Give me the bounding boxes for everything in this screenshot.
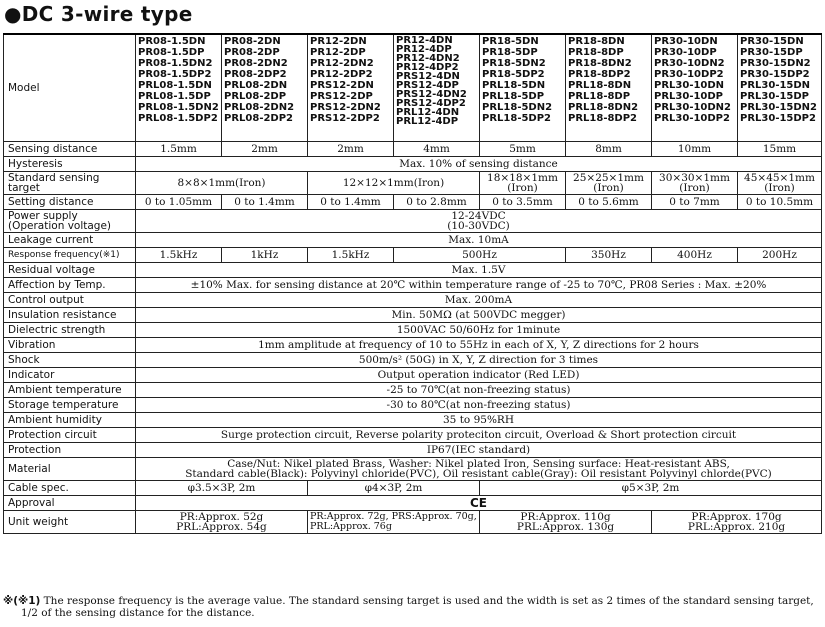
label-storage-temp: Storage temperature <box>4 398 136 413</box>
weight-line: PRL:Approx. 210g <box>687 521 786 533</box>
sensing-distance-value: 1.5mm <box>136 142 222 157</box>
footnote-mark: ※(※1) <box>3 595 41 607</box>
model-name: PRS12-2DP <box>310 91 373 102</box>
model-name: PRL30-15DN <box>740 80 811 91</box>
model-name: PRL08-2DN <box>224 80 288 91</box>
target-material: (Iron) <box>764 182 795 194</box>
model-name: PR12-4DN2 <box>396 53 460 64</box>
power-supply-range: 12-24VDC <box>451 210 506 222</box>
weight-line: PR:Approx. 170g <box>691 511 782 523</box>
label-unit-weight: Unit weight <box>4 511 136 534</box>
setting-distance-value: 0 to 5.6mm <box>566 195 652 210</box>
weight-line: PR:Approx. 52g <box>179 511 264 523</box>
response-value: 1kHz <box>222 248 308 263</box>
cable-value: φ5×3P, 2m <box>480 481 822 496</box>
footnote-text: 1/2 of the sensing distance for the distance. <box>21 607 255 619</box>
protection-circuit-value: Surge protection circuit, Reverse polarity proteciton circuit, Overload & Short protection circuit <box>136 428 822 443</box>
setting-distance-value: 0 to 2.8mm <box>394 195 480 210</box>
hysteresis-value: Max. 10% of sensing distance <box>136 157 822 172</box>
row-insulation <box>4 308 822 323</box>
row-power-supply <box>4 210 822 233</box>
row-affection <box>4 278 822 293</box>
model-name: PRL08-2DN2 <box>224 102 295 113</box>
response-value: 400Hz <box>652 248 738 263</box>
ambient-temp-value: -25 to 70℃(at non-freezing status) <box>136 383 822 398</box>
row-vibration <box>4 338 822 353</box>
model-name: PRL18-8DP <box>568 91 631 102</box>
row-shock <box>4 353 822 368</box>
row-leakage <box>4 233 822 248</box>
row-control <box>4 293 822 308</box>
model-name: PR08-2DP <box>224 47 280 58</box>
model-name: PRS12-2DN <box>310 80 374 91</box>
weight-line: PRL:Approx. 54g <box>176 521 267 533</box>
cable-value: φ3.5×3P, 2m <box>136 481 308 496</box>
leakage-value: Max. 10mA <box>136 233 822 248</box>
model-name: PR30-10DN <box>654 36 718 47</box>
label-response: Response frequency(※1) <box>4 248 136 263</box>
model-name: PR12-2DN2 <box>310 58 374 69</box>
target-size: 30×30×1mm <box>659 172 730 184</box>
setting-distance-value: 0 to 3.5mm <box>480 195 566 210</box>
label-dielectric: Dielectric strength <box>4 323 136 338</box>
model-name: PRL08-2DP <box>224 91 287 102</box>
model-name: PRL08-2DP2 <box>224 113 294 124</box>
row-setting-distance <box>4 195 822 210</box>
model-name: PR30-15DN2 <box>740 58 811 69</box>
label-residual: Residual voltage <box>4 263 136 278</box>
model-name: PRL18-8DP2 <box>568 113 638 124</box>
label-protection-circuit: Protection circuit <box>4 428 136 443</box>
model-name: PRS12-4DN2 <box>396 89 467 100</box>
row-protection-circuit <box>4 428 822 443</box>
label-setting-distance: Setting distance <box>4 195 136 210</box>
model-name: PR18-8DP <box>568 47 624 58</box>
dielectric-value: 1500VAC 50/60Hz for 1minute <box>136 323 822 338</box>
label-affection: Affection by Temp. <box>4 278 136 293</box>
response-value: 1.5kHz <box>308 248 394 263</box>
model-name: PR08-2DN <box>224 36 281 47</box>
model-name: PR08-1.5DN <box>138 36 206 47</box>
model-name: PRL30-15DP2 <box>740 113 816 124</box>
model-name: PR18-8DN <box>568 36 625 47</box>
weight-value <box>480 511 652 534</box>
label-cable: Cable spec. <box>4 481 136 496</box>
weight-line: PRL:Approx. 76g <box>310 521 392 532</box>
storage-temp-value: -30 to 80℃(at non-freezing status) <box>136 398 822 413</box>
model-name: PR18-5DP2 <box>482 69 545 80</box>
label-indicator: Indicator <box>4 368 136 383</box>
model-name: PR08-2DN2 <box>224 58 288 69</box>
model-name: PRL18-5DP2 <box>482 113 552 124</box>
model-name: PRL30-10DP2 <box>654 113 730 124</box>
target-size: 18×18×1mm <box>487 172 558 184</box>
row-protection <box>4 443 822 458</box>
model-name: PRL08-1.5DP2 <box>138 113 218 124</box>
vibration-value: 1mm amplitude at frequency of 10 to 55Hz in each of X, Y, Z directions for 2 hours <box>136 338 822 353</box>
ambient-humidity-value: 35 to 95%RH <box>136 413 822 428</box>
sensing-distance-value: 2mm <box>222 142 308 157</box>
model-list <box>136 34 222 142</box>
model-name: PR18-8DN2 <box>568 58 632 69</box>
target-size: 25×25×1mm <box>573 172 644 184</box>
insulation-value: Min. 50MΩ (at 500VDC megger) <box>136 308 822 323</box>
model-name: PR30-10DN2 <box>654 58 725 69</box>
target-value <box>480 172 566 195</box>
model-name: PRS12-4DN <box>396 71 460 82</box>
row-material <box>4 458 822 481</box>
model-name: PRL18-5DP <box>482 91 545 102</box>
model-name: PRL30-10DN2 <box>654 102 732 113</box>
response-value: 1.5kHz <box>136 248 222 263</box>
model-name: PRL30-15DN2 <box>740 102 818 113</box>
row-hysteresis <box>4 157 822 172</box>
model-name: PR08-2DP2 <box>224 69 287 80</box>
model-name: PR18-5DP <box>482 47 538 58</box>
row-residual <box>4 263 822 278</box>
material-line: Standard cable(Black): Polyvinyl chloride(PVC), Oil resistant cable(Gray): Oil resistant Polyvinyl chlorde(PVC) <box>185 468 772 480</box>
footnote-line <box>3 595 821 607</box>
label-hysteresis: Hysteresis <box>4 157 136 172</box>
setting-distance-value: 0 to 1.05mm <box>136 195 222 210</box>
setting-distance-value: 0 to 1.4mm <box>222 195 308 210</box>
row-response <box>4 248 822 263</box>
model-name: PRS12-2DN2 <box>310 102 381 113</box>
protection-value: IP67(IEC standard) <box>136 443 822 458</box>
model-list <box>222 34 308 142</box>
model-name: PR08-1.5DN2 <box>138 58 213 69</box>
label-ambient-temp: Ambient temperature <box>4 383 136 398</box>
affection-value: ±10% Max. for sensing distance at 20℃ within temperature range of -25 to 70℃, PR08 Series : Max. ±20% <box>136 278 822 293</box>
label-ambient-humidity: Ambient humidity <box>4 413 136 428</box>
row-dielectric <box>4 323 822 338</box>
sensing-distance-value: 10mm <box>652 142 738 157</box>
model-name: PRL18-5DN <box>482 80 546 91</box>
model-name: PR18-5DN <box>482 36 539 47</box>
setting-distance-value: 0 to 1.4mm <box>308 195 394 210</box>
row-unit-weight <box>4 511 822 534</box>
row-ambient-temp <box>4 383 822 398</box>
model-name: PRL18-8DN <box>568 80 632 91</box>
row-cable <box>4 481 822 496</box>
shock-value: 500m/s² (50G) in X, Y, Z direction for 3 times <box>136 353 822 368</box>
label-material: Material <box>4 458 136 481</box>
model-list <box>308 34 394 142</box>
target-material: (Iron) <box>593 182 624 194</box>
weight-value <box>308 511 480 534</box>
cable-value: φ4×3P, 2m <box>308 481 480 496</box>
model-name: PR08-1.5DP2 <box>138 69 212 80</box>
weight-value <box>136 511 308 534</box>
model-name: PRL18-8DN2 <box>568 102 639 113</box>
response-value: 500Hz <box>394 248 566 263</box>
model-name: PRS12-4DP <box>396 80 459 91</box>
row-sensing-distance <box>4 142 822 157</box>
model-name: PRL08-1.5DN <box>138 80 212 91</box>
setting-distance-value: 0 to 10.5mm <box>738 195 822 210</box>
target-value <box>652 172 738 195</box>
model-name: PR12-4DP2 <box>396 62 459 73</box>
model-name: PR12-2DP <box>310 47 366 58</box>
model-list <box>566 34 652 142</box>
model-name: PR30-15DN <box>740 36 804 47</box>
sensing-distance-value: 2mm <box>308 142 394 157</box>
model-name: PRL30-15DP <box>740 91 810 102</box>
target-value: 8×8×1mm(Iron) <box>136 172 308 195</box>
row-approval <box>4 496 822 511</box>
row-ambient-humidity <box>4 413 822 428</box>
model-name: PR08-1.5DP <box>138 47 205 58</box>
weight-value <box>652 511 822 534</box>
control-value: Max. 200mA <box>136 293 822 308</box>
spec-table <box>3 33 822 534</box>
model-name: PR12-4DP <box>396 44 452 55</box>
model-list <box>738 34 822 142</box>
material-line: Case/Nut: Nikel plated Brass, Washer: Nikel plated Iron, Sensing surface: Heat-resistant ABS, <box>227 458 730 470</box>
weight-line: PR:Approx. 72g, PRS:Approx. 70g, <box>310 511 477 522</box>
target-value <box>738 172 822 195</box>
sensing-distance-value: 5mm <box>480 142 566 157</box>
footnote-text: The response frequency is the average value. The standard sensing target is used and the width is set as 2 times of the standard sensing target, <box>43 595 814 607</box>
target-material: (Iron) <box>679 182 710 194</box>
indicator-value: Output operation indicator (Red LED) <box>136 368 822 383</box>
footnote <box>3 595 821 619</box>
label-power-supply: Power supply (Operation voltage) <box>4 210 136 233</box>
model-name: PRS12-2DP2 <box>310 113 380 124</box>
model-name: PRL08-1.5DN2 <box>138 102 219 113</box>
material-value <box>136 458 822 481</box>
response-value: 350Hz <box>566 248 652 263</box>
row-model <box>4 34 822 142</box>
label-leakage: Leakage current <box>4 233 136 248</box>
power-supply-operation: (10-30VDC) <box>447 220 510 232</box>
model-list <box>652 34 738 142</box>
model-list <box>480 34 566 142</box>
model-name: PR18-5DN2 <box>482 58 546 69</box>
row-storage-temp <box>4 398 822 413</box>
model-name: PRL08-1.5DP <box>138 91 211 102</box>
model-name: PR30-15DP2 <box>740 69 810 80</box>
page-title: ●DC 3-wire type <box>4 2 193 26</box>
model-name: PR12-2DP2 <box>310 69 373 80</box>
power-supply-value <box>136 210 822 233</box>
sensing-distance-value: 8mm <box>566 142 652 157</box>
target-value <box>566 172 652 195</box>
model-name: PR12-4DN <box>396 35 453 46</box>
target-value: 12×12×1mm(Iron) <box>308 172 480 195</box>
label-sensing-distance: Sensing distance <box>4 142 136 157</box>
label-insulation: Insulation resistance <box>4 308 136 323</box>
model-name: PRS12-4DP2 <box>396 98 466 109</box>
weight-line: PRL:Approx. 130g <box>516 521 615 533</box>
weight-line: PR:Approx. 110g <box>520 511 611 523</box>
label-vibration: Vibration <box>4 338 136 353</box>
label-control: Control output <box>4 293 136 308</box>
target-size: 45×45×1mm <box>744 172 815 184</box>
model-name: PR30-10DP2 <box>654 69 724 80</box>
model-name: PRL30-10DN <box>654 80 725 91</box>
model-name: PRL12-4DN <box>396 107 460 118</box>
model-name: PR30-10DP <box>654 47 717 58</box>
label-model: Model <box>4 34 136 142</box>
sensing-distance-value: 15mm <box>738 142 822 157</box>
sensing-distance-value: 4mm <box>394 142 480 157</box>
row-standard-target <box>4 172 822 195</box>
label-protection: Protection <box>4 443 136 458</box>
model-name: PRL12-4DP <box>396 116 459 127</box>
setting-distance-value: 0 to 7mm <box>652 195 738 210</box>
model-name: PRL30-10DP <box>654 91 724 102</box>
response-value: 200Hz <box>738 248 822 263</box>
label-approval: Approval <box>4 496 136 511</box>
model-name: PR30-15DP <box>740 47 803 58</box>
row-indicator <box>4 368 822 383</box>
residual-value: Max. 1.5V <box>136 263 822 278</box>
model-name: PR18-8DP2 <box>568 69 631 80</box>
label-standard-target: Standard sensing target <box>4 172 136 195</box>
model-name: PRL18-5DN2 <box>482 102 553 113</box>
model-name: PR12-2DN <box>310 36 367 47</box>
ce-mark-icon: CE <box>136 496 822 511</box>
target-material: (Iron) <box>507 182 538 194</box>
model-list <box>394 34 480 142</box>
label-shock: Shock <box>4 353 136 368</box>
